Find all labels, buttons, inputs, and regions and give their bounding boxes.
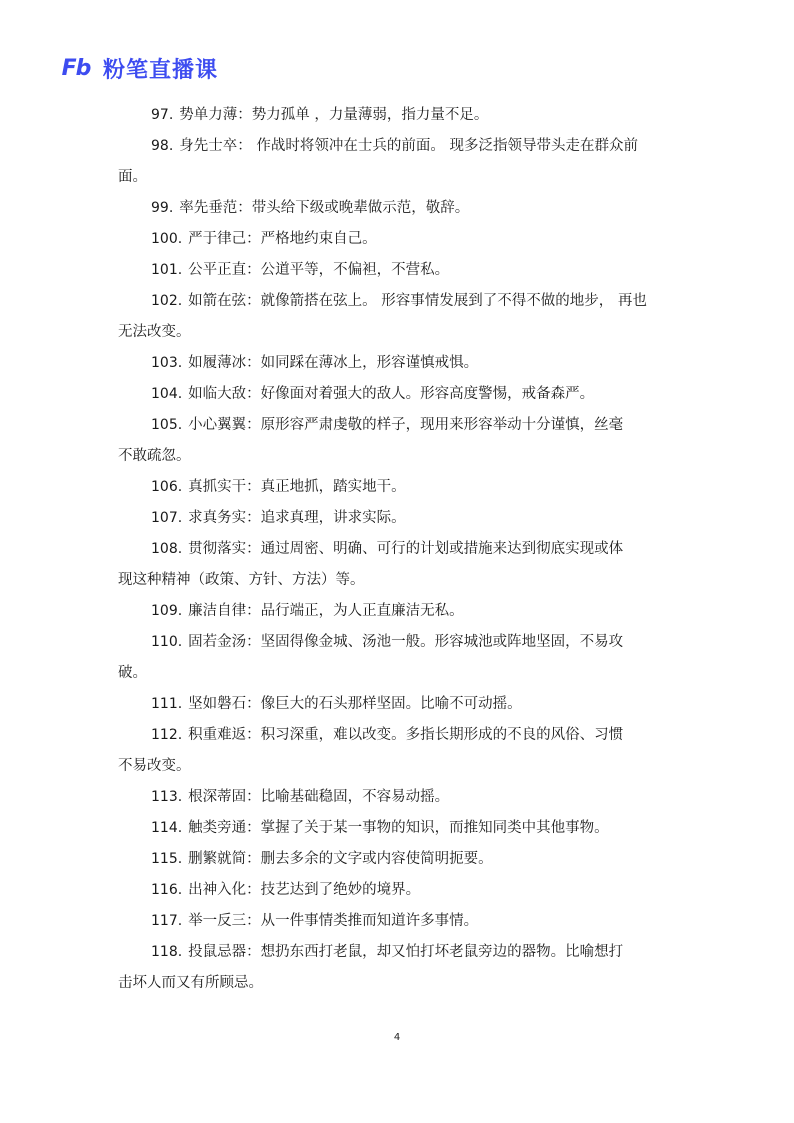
entry-text: 积重难返：积习深重，难以改变。多指长期形成的不良的风俗、习惯 [188,727,624,743]
entry-first-line [118,782,678,813]
idiom-entry [118,844,678,875]
idiom-entry [118,379,678,410]
entry-first-line [118,906,678,937]
entry-first-line [118,937,678,968]
entry-number: 100. [151,231,183,247]
entry-number: 113. [151,789,183,805]
entry-first-line [118,534,678,565]
idiom-entry [118,813,678,844]
entry-continuation-line [118,565,678,596]
entry-first-line [118,286,678,317]
idiom-entry [118,131,678,193]
idiom-entry [118,255,678,286]
entry-text: 如箭在弦：就像箭搭在弦上。 形容事情发展到了不得不做的地步， 再也 [188,293,647,309]
idiom-entry [118,782,678,813]
entry-continuation-line [118,658,678,689]
entry-text: 不易改变。 [118,758,191,774]
entry-number: 116. [151,882,183,898]
entry-text: 面。 [118,169,147,185]
entry-number: 109. [151,603,183,619]
idiom-entry [118,689,678,720]
entry-number: 104. [151,386,183,402]
entry-first-line [118,255,678,286]
entry-first-line [118,224,678,255]
entry-number: 99. [151,200,174,216]
entry-first-line [118,503,678,534]
idiom-entry [118,100,678,131]
entry-text: 贯彻落实：通过周密、明确、可行的计划或措施来达到彻底实现或体 [188,541,624,557]
entry-number: 110. [151,634,183,650]
idiom-list [118,100,678,999]
entry-number: 103. [151,355,183,371]
entry-first-line [118,596,678,627]
entry-first-line [118,100,678,131]
entry-first-line [118,131,678,162]
entry-text: 删繁就简：删去多余的文字或内容使简明扼要。 [188,851,493,867]
entry-continuation-line [118,968,678,999]
idiom-entry [118,193,678,224]
entry-text: 现这种精神（政策、方针、方法）等。 [118,572,365,588]
idiom-entry [118,875,678,906]
idiom-entry [118,472,678,503]
entry-continuation-line [118,751,678,782]
entry-text: 不敢疏忽。 [118,448,191,464]
entry-text: 如临大敌：好像面对着强大的敌人。形容高度警惕，戒备森严。 [188,386,595,402]
entry-text: 严于律己：严格地约束自己。 [188,231,377,247]
entry-number: 106. [151,479,183,495]
idiom-entry [118,937,678,999]
entry-text: 投鼠忌器：想扔东西打老鼠，却又怕打坏老鼠旁边的器物。比喻想打 [188,944,624,960]
entry-first-line [118,689,678,720]
entry-continuation-line [118,441,678,472]
entry-first-line [118,379,678,410]
entry-text: 破。 [118,665,147,681]
entry-text: 根深蒂固：比喻基础稳固，不容易动摇。 [188,789,450,805]
header [57,52,218,84]
idiom-entry [118,286,678,348]
entry-number: 114. [151,820,183,836]
entry-first-line [118,844,678,875]
entry-text: 真抓实干：真正地抓，踏实地干。 [188,479,406,495]
entry-continuation-line [118,317,678,348]
entry-number: 111. [151,696,183,712]
entry-text: 击坏人而又有所顾忌。 [118,975,263,991]
entry-first-line [118,813,678,844]
entry-text: 触类旁通：掌握了关于某一事物的知识，而推知同类中其他事物。 [188,820,609,836]
page-number: 4 [393,1032,401,1043]
entry-number: 102. [151,293,183,309]
idiom-entry [118,720,678,782]
fenbi-logo-icon: Fb [61,55,91,81]
entry-number: 98. [151,138,174,154]
entry-text: 廉洁自律：品行端正，为人正直廉洁无私。 [188,603,464,619]
entry-text: 势单力薄：势力孤单 ，力量薄弱，指力量不足。 [179,107,489,123]
entry-number: 107. [151,510,183,526]
entry-text: 求真务实：追求真理，讲求实际。 [188,510,406,526]
entry-number: 112. [151,727,183,743]
entry-first-line [118,410,678,441]
idiom-entry [118,627,678,689]
entry-first-line [118,875,678,906]
entry-number: 108. [151,541,183,557]
entry-text: 率先垂范：带头给下级或晚辈做示范，敬辞。 [179,200,470,216]
entry-text: 出神入化：技艺达到了绝妙的境界。 [188,882,421,898]
entry-number: 117. [151,913,183,929]
entry-first-line [118,193,678,224]
entry-text: 坚如磐石：像巨大的石头那样坚固。比喻不可动摇。 [188,696,522,712]
brand-name: 粉笔直播课 [103,57,219,83]
entry-number: 118. [151,944,183,960]
entry-number: 101. [151,262,183,278]
entry-number: 97. [151,107,174,123]
entry-text: 公平正直：公道平等，不偏袒，不营私。 [188,262,450,278]
entry-first-line [118,627,678,658]
idiom-entry [118,906,678,937]
idiom-entry [118,534,678,596]
entry-number: 115. [151,851,183,867]
idiom-entry [118,503,678,534]
entry-text: 固若金汤：坚固得像金城、汤池一般。形容城池或阵地坚固，不易攻 [188,634,624,650]
entry-continuation-line [118,162,678,193]
idiom-entry [118,410,678,472]
entry-text: 身先士卒： 作战时将领冲在士兵的前面。 现多泛指领导带头走在群众前 [179,138,638,154]
idiom-entry [118,596,678,627]
entry-first-line [118,348,678,379]
idiom-entry [118,348,678,379]
entry-text: 无法改变。 [118,324,191,340]
entry-number: 105. [151,417,183,433]
entry-text: 小心翼翼：原形容严肃虔敬的样子，现用来形容举动十分谨慎，丝毫 [188,417,624,433]
entry-first-line [118,472,678,503]
entry-text: 举一反三：从一件事情类推而知道许多事情。 [188,913,479,929]
entry-text: 如履薄冰：如同踩在薄冰上，形容谨慎戒惧。 [188,355,479,371]
idiom-entry [118,224,678,255]
entry-first-line [118,720,678,751]
